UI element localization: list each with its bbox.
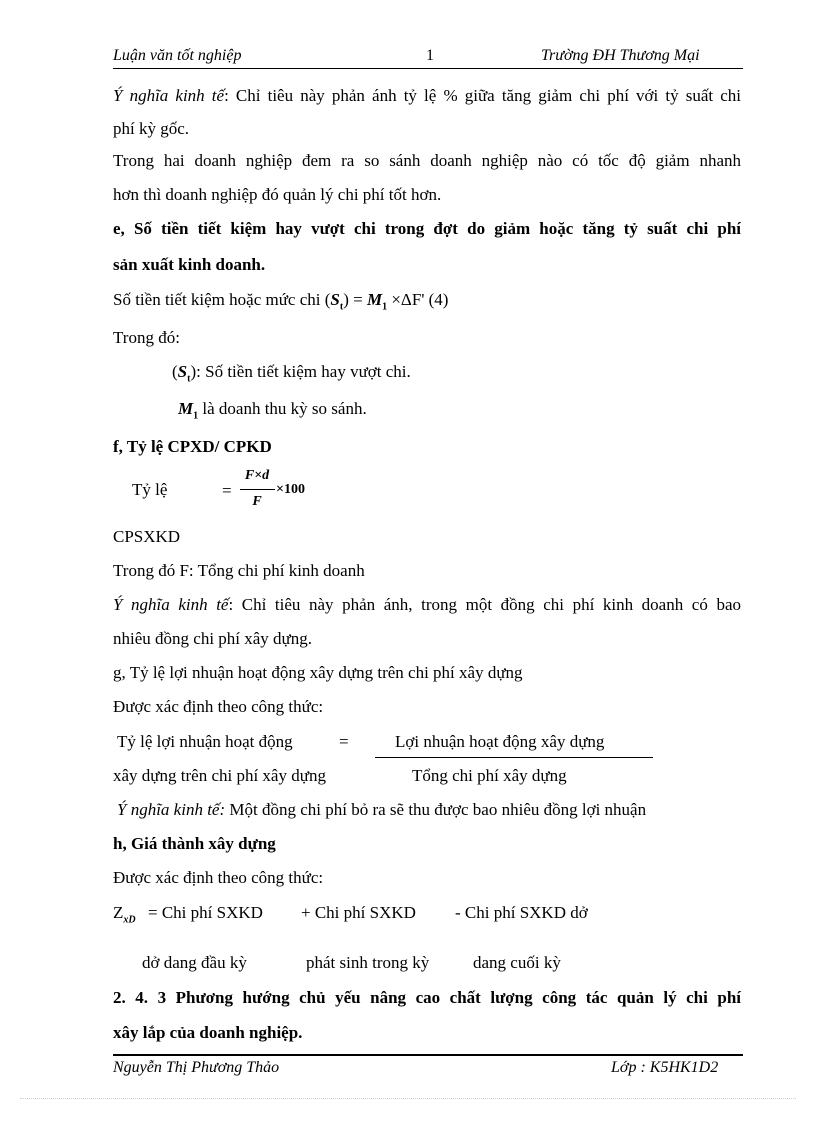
formula-f-numerator: F×d: [244, 468, 270, 483]
formula-g-denominator: Tổng chi phí xây dựng: [412, 766, 567, 785]
p1-label: Ý nghĩa kinh tế: [113, 86, 225, 105]
formula-f-equals: =: [222, 481, 232, 500]
formula-f-factor: ×100: [276, 482, 305, 497]
xd-cong-thuc-1: Được xác định theo công thức:: [113, 697, 324, 716]
p4: Ý nghĩa kinh tế: Một đồng chi phí bỏ ra sẽ thu được bao nhiêu đồng lợi nhuận: [117, 800, 647, 819]
formula-g-numerator: Lợi nhuận hoạt động xây dựng: [395, 732, 605, 751]
p3-line2: nhiêu đồng chi phí xây dựng.: [113, 629, 313, 648]
formula-h-term1: = Chi phí SXKD: [148, 903, 263, 922]
p2-line1: Trong hai doanh nghiệp đem ra so sánh doanh nghiệp nào có tốc độ giảm nhanh: [113, 151, 741, 170]
formula-f-denominator: F: [252, 494, 262, 509]
header-rule: [113, 68, 743, 69]
cpsxkd: CPSXKD: [113, 527, 181, 546]
heading-h: h, Giá thành xây dựng: [113, 834, 276, 853]
heading-e-line1: e, Số tiền tiết kiệm hay vượt chi trong đợt do giảm hoặc tăng tỷ suất chi phí: [113, 219, 741, 238]
heading-e-line2: sản xuất kinh doanh.: [113, 255, 266, 274]
p3-line1: Ý nghĩa kinh tế: Chỉ tiêu này phản ánh, trong một đồng chi phí kinh doanh có bao: [113, 595, 741, 614]
formula-h-row2-2: phát sinh trong kỳ: [306, 953, 430, 972]
footer-left: Nguyễn Thị Phương Thảo: [113, 1059, 280, 1076]
heading-g: g, Tỷ lệ lợi nhuận hoạt động xây dựng trên chi phí xây dựng: [113, 663, 523, 682]
p1-line1: Ý nghĩa kinh tế: Chỉ tiêu này phản ánh tỷ lệ % giữa tăng giảm chi phí với tỷ suất chi: [113, 86, 741, 105]
formula-h-term3: - Chi phí SXKD dở: [455, 903, 588, 922]
p2-line2: hơn thì doanh nghiệp đó quản lý chi phí tốt hơn.: [113, 185, 442, 204]
definition-st: $(S_t)$: Số tiền tiết kiệm hay vượt chi.: [172, 362, 411, 385]
heading-243-line1: 2. 4. 3 Phương hướng chủ yếu nâng cao chất lượng công tác quản lý chi phí: [113, 988, 741, 1007]
formula-h-z: $Z_{xD}$: [113, 903, 136, 926]
footer-rule: [113, 1054, 743, 1056]
formula-h-term2: + Chi phí SXKD: [301, 903, 416, 922]
heading-f: f, Tỷ lệ CPXD/ CPKD: [113, 437, 272, 456]
trong-do: Trong đó:: [113, 328, 180, 347]
trong-do-f: Trong đó F: Tổng chi phí kinh doanh: [113, 561, 365, 580]
p1-line2: phí kỳ gốc.: [113, 119, 190, 138]
xd-cong-thuc-2: Được xác định theo công thức:: [113, 868, 324, 887]
formula-g-left2: xây dựng trên chi phí xây dựng: [113, 766, 326, 785]
heading-243-line2: xây lắp của doanh nghiệp.: [113, 1023, 303, 1042]
footer-right: Lớp : K5HK1D2: [611, 1059, 719, 1076]
page-number: 1: [426, 47, 434, 64]
header-left: Luận văn tốt nghiệp: [113, 47, 242, 64]
formula-f-label: Tỷ lệ: [132, 480, 168, 499]
formula-f-fraction-bar: [240, 489, 275, 490]
p4-label: Ý nghĩa kinh tế:: [117, 800, 226, 819]
header-right: Trường ĐH Thương Mại: [541, 47, 700, 64]
formula-g-equals: =: [339, 732, 349, 751]
definition-m1: $M_1$ là doanh thu kỳ so sánh.: [178, 399, 367, 422]
page-edge-dots: [20, 1098, 796, 1099]
formula-h-row2-3: dang cuối kỳ: [473, 953, 561, 972]
formula-g-left1: Tỷ lệ lợi nhuận hoạt động: [117, 732, 293, 751]
p3-label: Ý nghĩa kinh tế: [113, 595, 229, 614]
formula-g-fraction-bar: [375, 757, 653, 758]
formula-h-row2-1: dở dang đầu kỳ: [142, 953, 247, 972]
formula-e: Số tiền tiết kiệm hoặc mức chi $(S_t) = M_1 \times\Delta F'$ (4): [113, 290, 449, 313]
